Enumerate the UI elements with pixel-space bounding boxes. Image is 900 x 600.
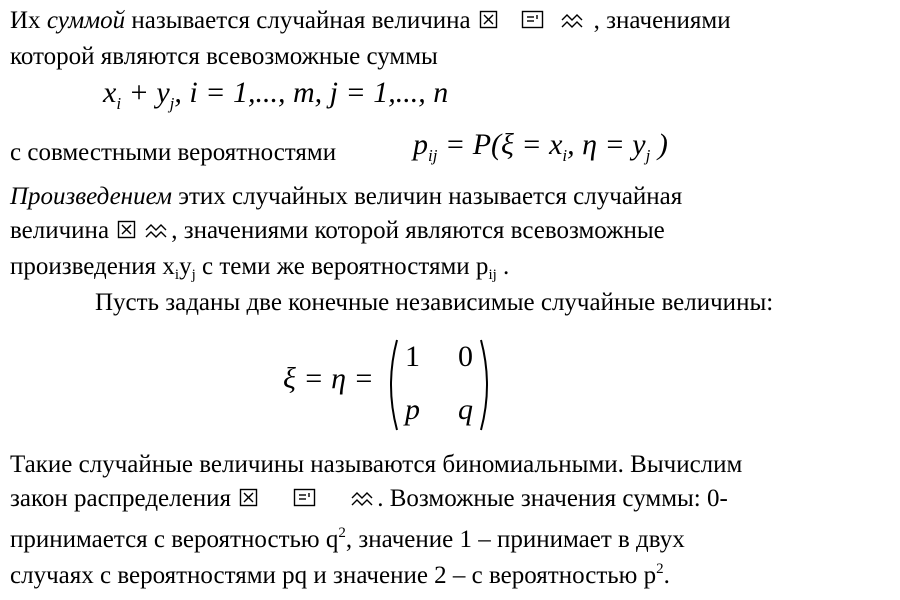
para3-line2	[10, 216, 665, 246]
text: , значениями которой являются всевозможные	[171, 217, 665, 244]
para5-line4: случаях с вероятностями pq и значение 2 – с вероятностью $p^2$.	[10, 561, 670, 589]
para5-line1: Такие случайные величины называются биномиальными. Вычислим	[10, 451, 743, 478]
matrix-a11: 1	[405, 340, 420, 373]
term-sum: суммой	[46, 7, 126, 34]
matrix-a22: q	[458, 393, 473, 426]
para1-line1	[10, 6, 731, 36]
aquarius-icon	[145, 222, 169, 240]
matrix-a12: 0	[458, 340, 473, 373]
formula-joint-probabilities: $p_{ij} = P(\xi = x_i$, $\eta = y_j$ )	[413, 128, 668, 165]
box-x-icon	[117, 220, 137, 240]
formula-matrix-lhs: ξ = η =	[283, 362, 374, 395]
para3-line3: произведения $x_iy_j$ с теми же вероятностями $p_{ij}$ .	[10, 253, 510, 283]
matrix-brackets	[383, 337, 495, 433]
box-lines-icon	[293, 488, 319, 508]
para1-line2: которой являются всевозможные суммы	[10, 43, 438, 70]
aquarius-icon	[351, 490, 375, 508]
text: Их	[10, 7, 47, 34]
box-lines-icon	[521, 10, 547, 30]
text: величина	[10, 217, 116, 244]
formula-sums: $x_i + y_j$, i = 1,..., m, j = 1,..., n	[103, 76, 449, 113]
aquarius-icon	[561, 12, 585, 30]
text: этих случайных величин называется случайная	[172, 183, 683, 210]
term-product: Произведением	[10, 183, 173, 210]
matrix-a21: p	[405, 393, 420, 426]
para2: с совместными вероятностями	[10, 139, 337, 166]
box-x-icon	[239, 488, 259, 508]
box-x-icon	[479, 10, 499, 30]
para5-line2: закон распределения . Возможные значения суммы: 0-	[10, 485, 728, 512]
para3-line1	[10, 182, 682, 212]
text: называется случайная величина	[125, 7, 477, 34]
text: , значениями	[587, 7, 731, 34]
para4: Пусть заданы две конечные независимые случайные величины:	[95, 289, 774, 316]
para5-line3: принимается с вероятностью $q^2$, значение 1 – принимает в двух	[10, 525, 685, 553]
